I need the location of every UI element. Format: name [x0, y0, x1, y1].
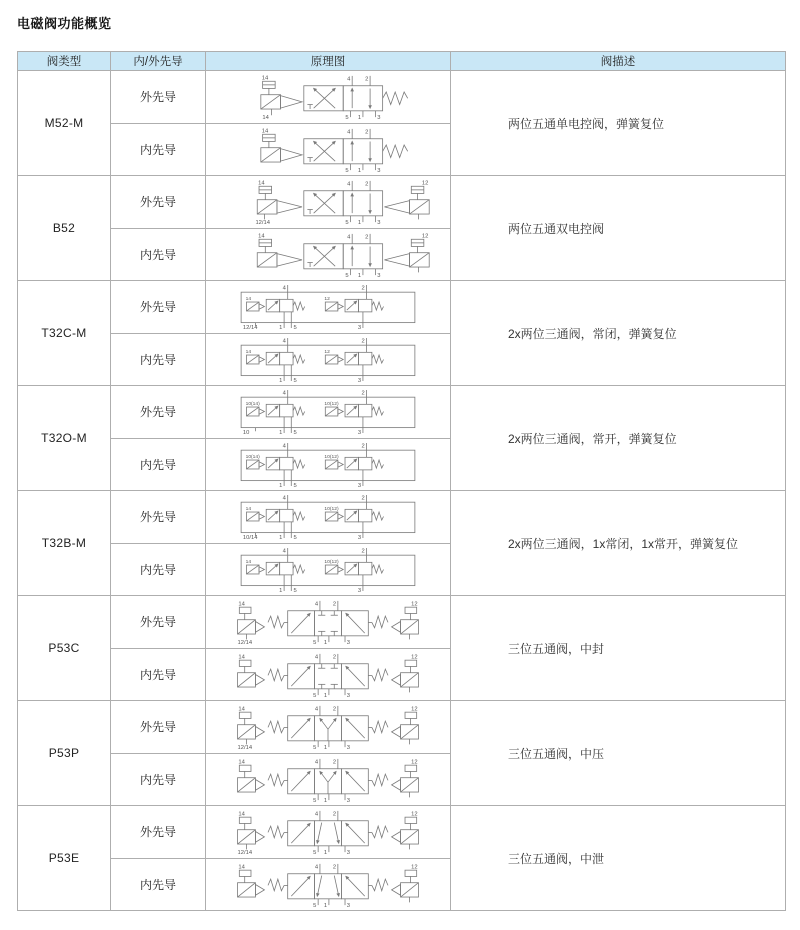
table-row: [18, 491, 786, 544]
svg-text:12: 12: [411, 811, 418, 818]
svg-text:1: 1: [357, 272, 362, 279]
valve-schematic: [225, 651, 431, 698]
table-row: [18, 176, 786, 229]
svg-text:2: 2: [365, 76, 369, 83]
schematic-cell: [206, 176, 451, 229]
svg-text:2: 2: [361, 390, 365, 397]
valve-description: 2x两位三通阀，1x常闭，1x常开，弹簧复位: [451, 491, 786, 596]
svg-text:2: 2: [332, 654, 337, 661]
schematic-cell: [206, 858, 451, 911]
svg-text:4: 4: [282, 390, 286, 397]
svg-text:1: 1: [323, 640, 328, 647]
svg-text:5: 5: [345, 220, 349, 227]
valve-schematic: [225, 861, 431, 908]
svg-text:14: 14: [238, 864, 245, 871]
schematic-cell: [206, 386, 451, 439]
pilot-mode: 外先导: [111, 176, 206, 229]
pilot-mode: 内先导: [111, 228, 206, 281]
pilot-mode: 内先导: [111, 858, 206, 911]
pilot-mode: 内先导: [111, 753, 206, 806]
svg-text:12: 12: [411, 706, 418, 713]
svg-text:5: 5: [293, 325, 297, 332]
pilot-mode: 内先导: [111, 648, 206, 701]
pilot-mode: 外先导: [111, 491, 206, 544]
svg-text:10(12): 10(12): [324, 507, 339, 513]
svg-text:14: 14: [261, 128, 269, 135]
svg-text:2: 2: [365, 129, 369, 136]
svg-text:2: 2: [332, 601, 337, 608]
pilot-mode: 内先导: [111, 333, 206, 386]
svg-text:1: 1: [279, 587, 283, 594]
valve-schematic: [225, 231, 431, 278]
schematic-cell: [206, 71, 451, 124]
svg-text:4: 4: [314, 811, 319, 818]
pilot-mode: 外先导: [111, 806, 206, 859]
svg-text:4: 4: [347, 129, 351, 136]
svg-text:5: 5: [313, 902, 317, 909]
svg-text:10(14): 10(14): [245, 454, 260, 460]
table-row: [18, 71, 786, 124]
pilot-mode: 外先导: [111, 71, 206, 124]
svg-text:4: 4: [314, 759, 319, 766]
svg-text:1: 1: [357, 115, 362, 122]
schematic-cell: [206, 438, 451, 491]
svg-text:3: 3: [357, 587, 362, 594]
svg-text:3: 3: [346, 850, 351, 857]
valve-type: T32B-M: [18, 491, 111, 596]
svg-text:2: 2: [361, 285, 365, 292]
svg-text:12: 12: [324, 297, 330, 303]
svg-text:5: 5: [293, 535, 297, 542]
svg-text:1: 1: [357, 167, 362, 174]
svg-text:12/14: 12/14: [237, 745, 253, 752]
svg-text:2: 2: [332, 811, 337, 818]
valve-type: M52-M: [18, 71, 111, 176]
svg-text:3: 3: [357, 377, 362, 384]
svg-text:3: 3: [346, 797, 351, 804]
svg-text:4: 4: [347, 234, 351, 241]
svg-text:4: 4: [347, 181, 351, 188]
schematic-cell: [206, 228, 451, 281]
valve-schematic: [225, 441, 431, 488]
svg-text:1: 1: [279, 377, 283, 384]
svg-text:3: 3: [357, 482, 362, 489]
svg-text:5: 5: [313, 692, 317, 699]
valve-function-table: [17, 51, 786, 911]
svg-text:2: 2: [361, 443, 365, 450]
svg-text:14: 14: [245, 297, 252, 303]
svg-text:5: 5: [313, 745, 317, 752]
svg-text:5: 5: [293, 482, 297, 489]
svg-text:4: 4: [314, 864, 319, 871]
svg-text:3: 3: [357, 535, 362, 542]
svg-text:12/14: 12/14: [242, 325, 258, 332]
svg-text:1: 1: [279, 535, 283, 542]
svg-text:12: 12: [411, 654, 418, 661]
svg-text:10/14: 10/14: [242, 535, 258, 542]
schematic-cell: [206, 281, 451, 334]
svg-text:3: 3: [377, 167, 381, 174]
schematic-cell: [206, 543, 451, 596]
valve-type: T32C-M: [18, 281, 111, 386]
pilot-mode: 外先导: [111, 596, 206, 649]
valve-description: 三位五通阀，中泄: [451, 806, 786, 911]
svg-text:1: 1: [279, 325, 283, 332]
header-row: [18, 52, 786, 71]
schematic-cell: [206, 333, 451, 386]
svg-text:5: 5: [313, 850, 317, 857]
valve-description: 2x两位三通阀，常闭，弹簧复位: [451, 281, 786, 386]
svg-text:5: 5: [345, 272, 349, 279]
svg-text:3: 3: [346, 692, 351, 699]
svg-text:1: 1: [323, 745, 328, 752]
svg-text:14: 14: [238, 706, 245, 713]
pilot-mode: 内先导: [111, 438, 206, 491]
svg-text:4: 4: [314, 601, 319, 608]
svg-text:14: 14: [238, 601, 245, 608]
valve-schematic: [225, 598, 431, 645]
schematic-cell: [206, 753, 451, 806]
svg-text:12/14: 12/14: [237, 640, 253, 647]
svg-text:2: 2: [361, 495, 365, 502]
pilot-mode: 外先导: [111, 701, 206, 754]
svg-text:3: 3: [346, 902, 351, 909]
svg-text:4: 4: [314, 706, 319, 713]
svg-text:12/14: 12/14: [255, 220, 270, 227]
valve-schematic: [225, 73, 431, 120]
svg-text:2: 2: [332, 864, 337, 871]
valve-schematic: [225, 336, 431, 383]
svg-text:5: 5: [293, 377, 297, 384]
svg-text:14: 14: [258, 180, 265, 187]
svg-text:1: 1: [279, 482, 283, 489]
svg-text:4: 4: [282, 548, 286, 555]
valve-schematic: [225, 546, 431, 593]
pilot-mode: 外先导: [111, 281, 206, 334]
svg-text:1: 1: [323, 850, 328, 857]
svg-text:2: 2: [332, 759, 337, 766]
page-title: 电磁阀功能概览: [17, 16, 112, 31]
svg-text:14: 14: [245, 349, 252, 355]
valve-description: 2x两位三通阀，常开，弹簧复位: [451, 386, 786, 491]
valve-schematic: [225, 703, 431, 750]
valve-description: 三位五通阀，中封: [451, 596, 786, 701]
valve-type: B52: [18, 176, 111, 281]
svg-text:10(12): 10(12): [324, 402, 339, 408]
valve-description: 三位五通阀，中压: [451, 701, 786, 806]
svg-text:10(14): 10(14): [245, 402, 260, 408]
schematic-cell: [206, 596, 451, 649]
svg-text:12: 12: [324, 349, 330, 355]
svg-text:10(12): 10(12): [324, 559, 339, 565]
svg-text:5: 5: [293, 430, 297, 437]
svg-text:14: 14: [245, 559, 252, 565]
svg-text:14: 14: [238, 759, 245, 766]
svg-text:12: 12: [421, 180, 429, 187]
valve-schematic: [225, 283, 431, 330]
schematic-cell: [206, 123, 451, 176]
valve-type: P53P: [18, 701, 111, 806]
pilot-mode: 内先导: [111, 123, 206, 176]
svg-text:3: 3: [377, 115, 381, 122]
table-row: [18, 281, 786, 334]
svg-text:1: 1: [279, 430, 283, 437]
svg-text:12: 12: [421, 233, 429, 240]
svg-text:12: 12: [411, 864, 418, 871]
svg-text:2: 2: [361, 548, 365, 555]
svg-text:2: 2: [361, 338, 365, 345]
svg-text:12/14: 12/14: [237, 850, 253, 857]
valve-schematic: [225, 388, 431, 435]
svg-text:2: 2: [365, 234, 369, 241]
svg-text:3: 3: [346, 745, 351, 752]
svg-text:2: 2: [332, 706, 337, 713]
valve-type: P53C: [18, 596, 111, 701]
svg-text:10: 10: [242, 430, 250, 437]
valve-schematic: [225, 756, 431, 803]
table-row: [18, 386, 786, 439]
svg-text:1: 1: [357, 220, 362, 227]
svg-text:4: 4: [314, 654, 319, 661]
table-row: [18, 596, 786, 649]
svg-text:3: 3: [377, 272, 381, 279]
svg-text:14: 14: [261, 75, 269, 82]
table-row: [18, 806, 786, 859]
svg-text:14: 14: [238, 811, 245, 818]
valve-description: 两位五通双电控阀: [451, 176, 786, 281]
schematic-cell: [206, 648, 451, 701]
col-header-valve-type: 阀类型: [18, 52, 111, 71]
svg-text:14: 14: [245, 507, 252, 513]
valve-schematic: [225, 493, 431, 540]
col-header-description: 阀描述: [451, 52, 786, 71]
col-header-pilot: 内/外先导: [111, 52, 206, 71]
svg-text:3: 3: [346, 640, 351, 647]
svg-text:5: 5: [313, 640, 317, 647]
schematic-cell: [206, 806, 451, 859]
svg-text:12: 12: [411, 759, 418, 766]
svg-text:5: 5: [313, 797, 317, 804]
svg-text:1: 1: [323, 797, 328, 804]
svg-text:4: 4: [347, 76, 351, 83]
svg-text:1: 1: [323, 692, 328, 699]
svg-text:2: 2: [365, 181, 369, 188]
valve-type: P53E: [18, 806, 111, 911]
svg-text:14: 14: [262, 115, 269, 122]
schematic-cell: [206, 491, 451, 544]
valve-schematic: [225, 126, 431, 173]
svg-text:4: 4: [282, 338, 286, 345]
col-header-schematic: 原理图: [206, 52, 451, 71]
svg-text:4: 4: [282, 443, 286, 450]
svg-text:3: 3: [357, 430, 362, 437]
pilot-mode: 外先导: [111, 386, 206, 439]
pilot-mode: 内先导: [111, 543, 206, 596]
svg-text:3: 3: [357, 325, 362, 332]
table-row: [18, 701, 786, 754]
table-body: [18, 71, 786, 911]
svg-text:12: 12: [411, 601, 418, 608]
svg-text:10(12): 10(12): [324, 454, 339, 460]
svg-text:5: 5: [293, 587, 297, 594]
svg-text:3: 3: [377, 220, 381, 227]
svg-text:5: 5: [345, 167, 349, 174]
valve-schematic: [225, 808, 431, 855]
valve-description: 两位五通单电控阀，弹簧复位: [451, 71, 786, 176]
svg-text:5: 5: [345, 115, 349, 122]
svg-text:1: 1: [323, 902, 328, 909]
valve-schematic: [225, 178, 431, 225]
valve-type: T32O-M: [18, 386, 111, 491]
svg-text:14: 14: [238, 654, 245, 661]
schematic-cell: [206, 701, 451, 754]
svg-text:4: 4: [282, 495, 286, 502]
svg-text:14: 14: [258, 233, 265, 240]
svg-text:4: 4: [282, 285, 286, 292]
